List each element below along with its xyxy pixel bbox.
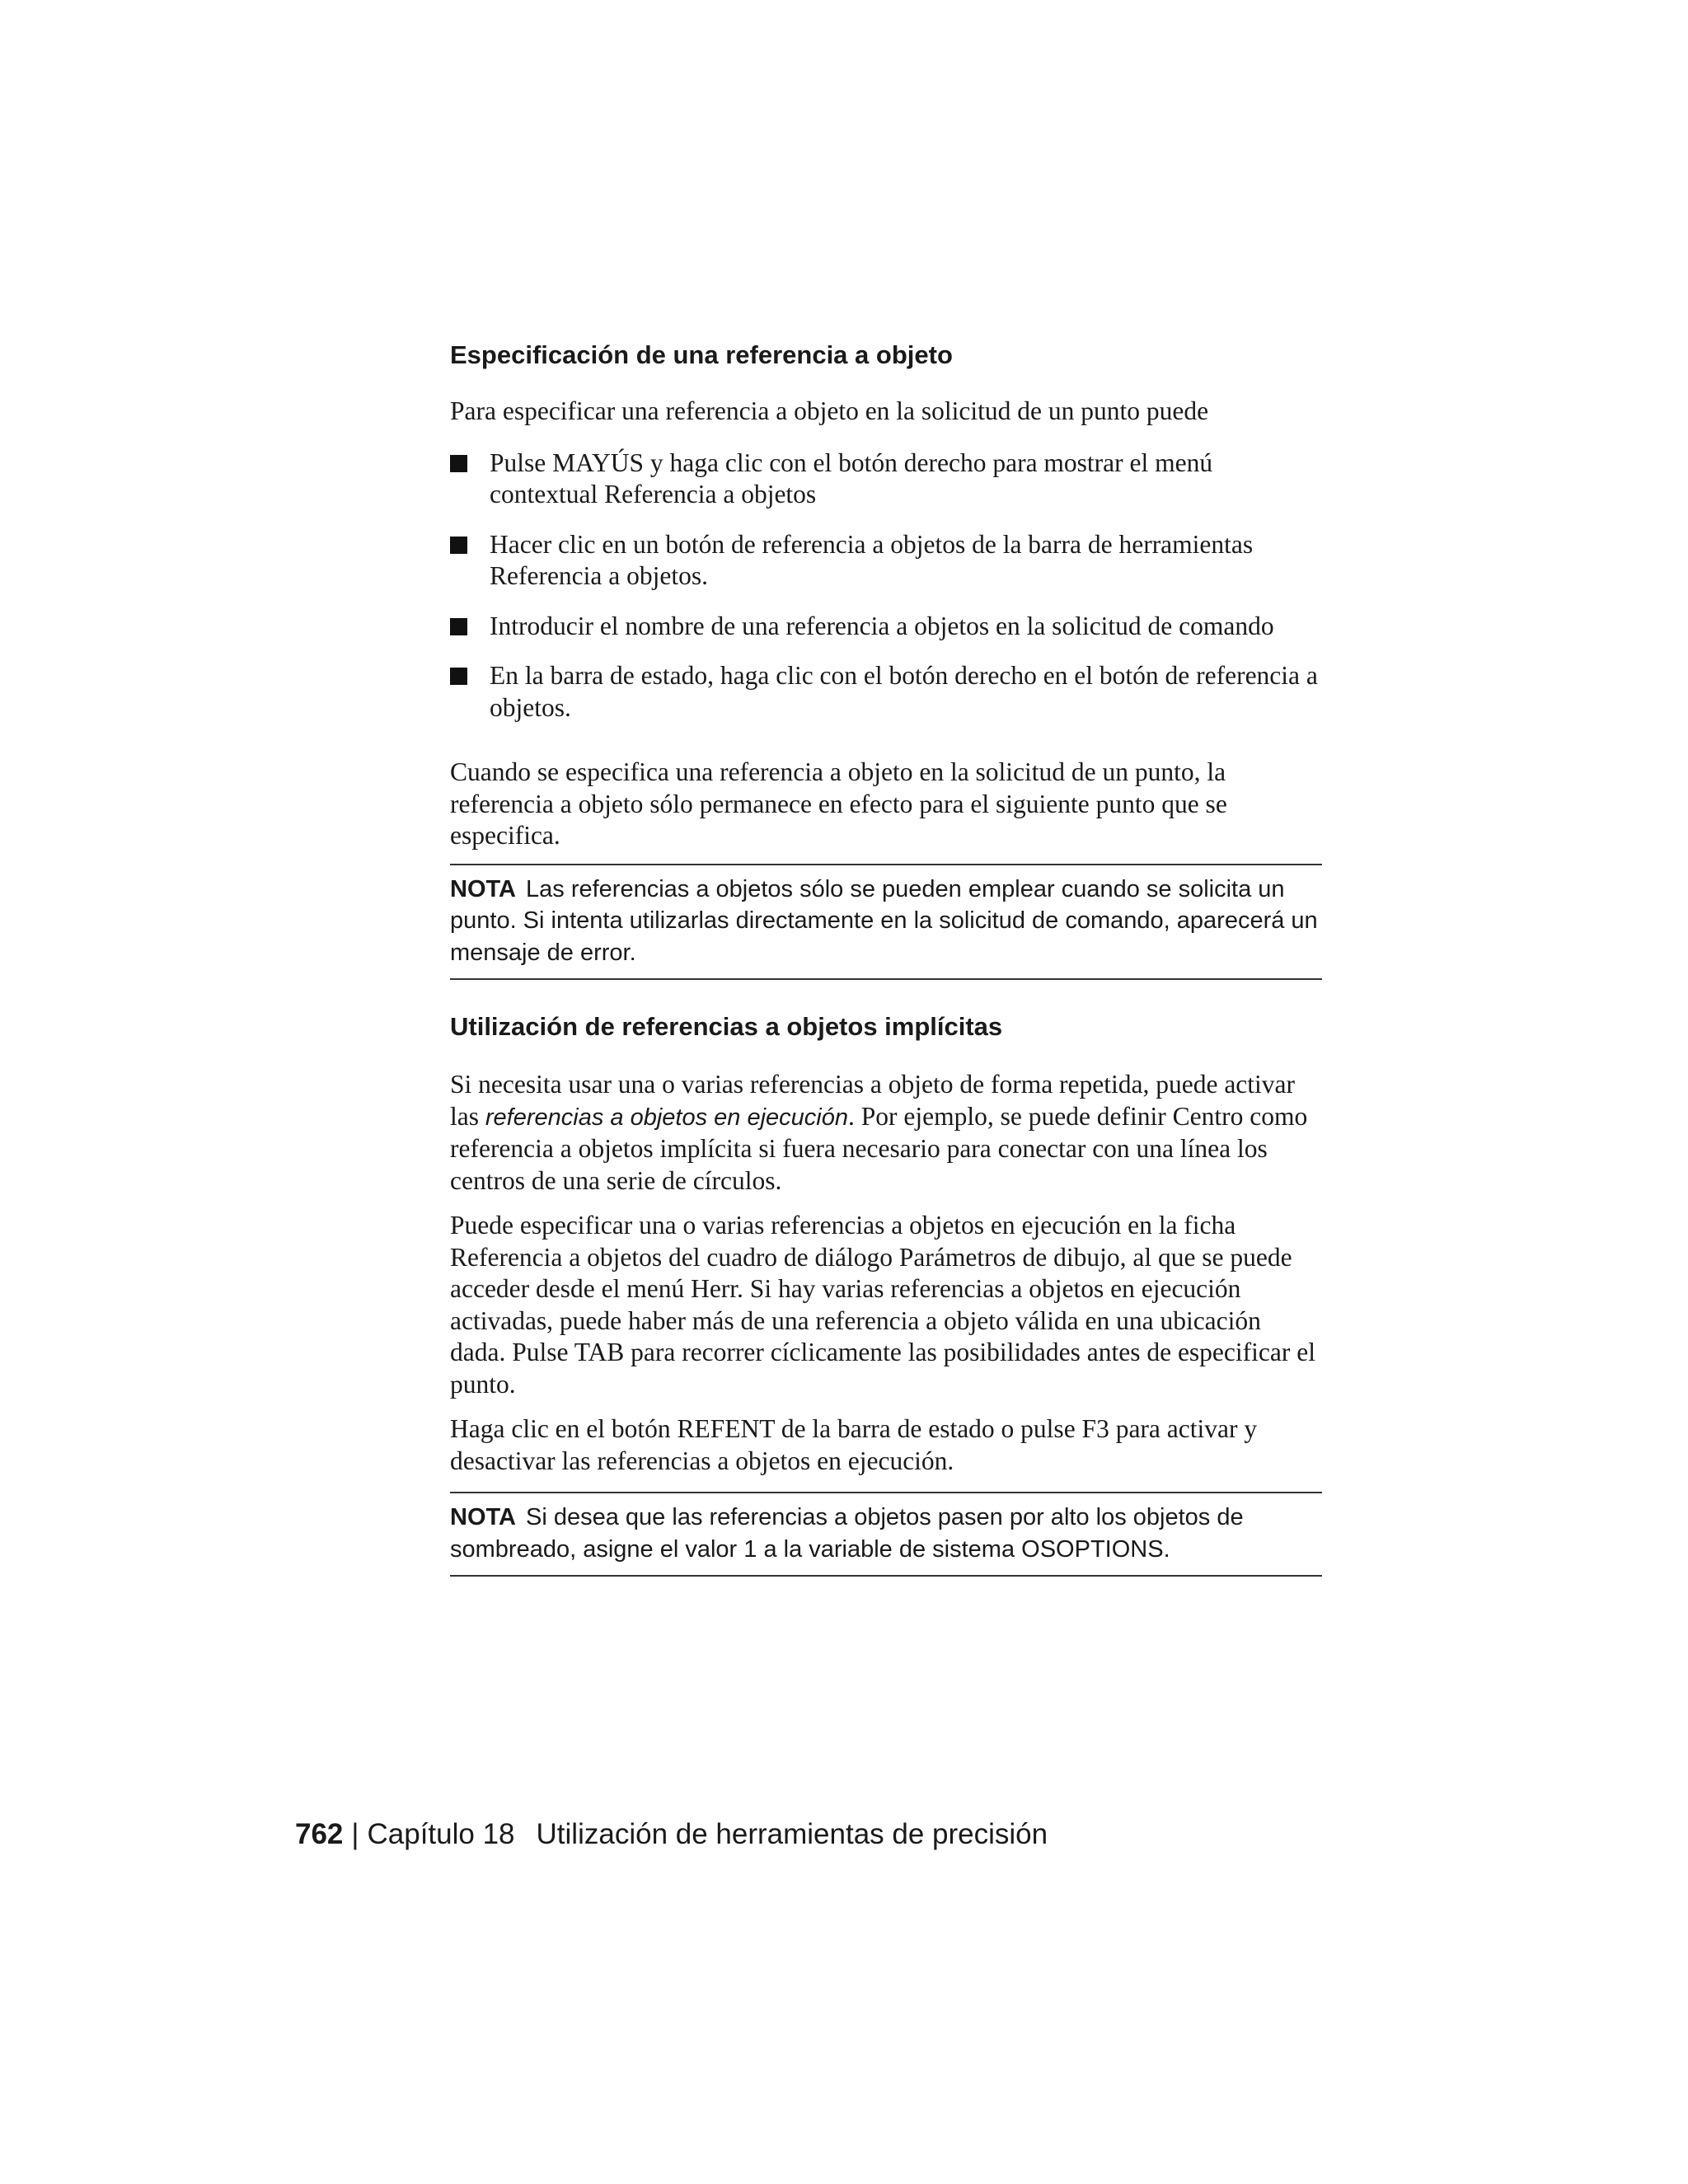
bullet-square-icon bbox=[450, 618, 467, 635]
page-footer bbox=[295, 1816, 1048, 1853]
note-box bbox=[450, 864, 1322, 981]
list-item bbox=[450, 611, 1322, 643]
bullet-square-icon bbox=[450, 668, 467, 685]
note-text: Las referencias a objetos sólo se pueden emplear cuando se solicita un punto. Si intenta utilizarlas directamente en la solicitud de comando, aparecerá un mensaje de error. bbox=[450, 875, 1318, 966]
list-item-text: Hacer clic en un botón de referencia a objetos de la barra de herramientas Referencia a objetos. bbox=[490, 529, 1254, 590]
list-item-text: En la barra de estado, haga clic con el botón derecho en el botón de referencia a objetos. bbox=[490, 661, 1318, 722]
list-item-text: Pulse MAYÚS y haga clic con el botón derecho para mostrar el menú contextual Referencia a objetos bbox=[490, 448, 1213, 509]
paragraph-text: . Por ejemplo, se puede definir Centro como referencia a objetos implícita si fuera necesario para conectar con una línea los centros de una serie de círculos. bbox=[450, 1101, 1308, 1195]
list-item bbox=[450, 529, 1322, 593]
intro-paragraph: Para especificar una referencia a objeto en la solicitud de un punto puede bbox=[450, 396, 1209, 425]
list-item bbox=[450, 660, 1322, 724]
list-item-text: Introducir el nombre de una referencia a objetos en la solicitud de comando bbox=[490, 611, 1274, 640]
list-item bbox=[450, 448, 1322, 511]
bullet-square-icon bbox=[450, 537, 467, 554]
chapter-title: Utilización de herramientas de precisión bbox=[536, 1818, 1048, 1850]
note-text: Si desea que las referencias a objetos pasen por alto los objetos de sombreado, asigne el valor 1 a la variable de sistema OSOPTIONS. bbox=[450, 1504, 1244, 1563]
after-list-paragraph: Cuando se especifica una referencia a objeto en la solicitud de un punto, la referencia a objeto sólo permanece en efecto para el siguiente punto que se especifica. bbox=[450, 757, 1227, 850]
paragraph-text: Si necesita usar una o varias referencias a objeto de forma repetida, puede activar las bbox=[450, 1070, 1296, 1131]
section-heading-specify-osnap: Especificación de una referencia a objeto bbox=[450, 340, 953, 369]
bullet-square-icon bbox=[450, 455, 467, 472]
bullet-list bbox=[450, 448, 1322, 724]
note-label: NOTA bbox=[450, 1504, 517, 1530]
note-box bbox=[450, 1492, 1322, 1577]
page-content bbox=[450, 340, 1322, 1577]
emphasis-term: referencias a objetos en ejecución bbox=[485, 1104, 848, 1131]
osnap-toggle-paragraph: Haga clic en el botón REFENT de la barra de estado o pulse F3 para activar y desactivar las referencias a objetos en ejecución. bbox=[450, 1414, 1258, 1475]
chapter-number: Capítulo 18 bbox=[367, 1818, 515, 1850]
page-number: 762 bbox=[295, 1818, 344, 1850]
footer-separator: | bbox=[351, 1818, 359, 1850]
section-heading-running-osnaps: Utilización de referencias a objetos implícitas bbox=[450, 1012, 1003, 1041]
note-label: NOTA bbox=[450, 875, 517, 902]
drafting-settings-paragraph: Puede especificar una o varias referencias a objetos en ejecución en la ficha Referencia a objetos del cuadro de diálogo Parámetros de dibujo, al que se puede acceder desde el menú Herr. Si hay varias referencias a objetos en ejecución activadas, puede haber más de una referencia a objeto válida en una ubicación dada. Pulse TAB para recorrer cíclicamente las posibilidades antes de especificar el punto. bbox=[450, 1211, 1315, 1399]
running-osnap-paragraph bbox=[450, 1069, 1322, 1197]
